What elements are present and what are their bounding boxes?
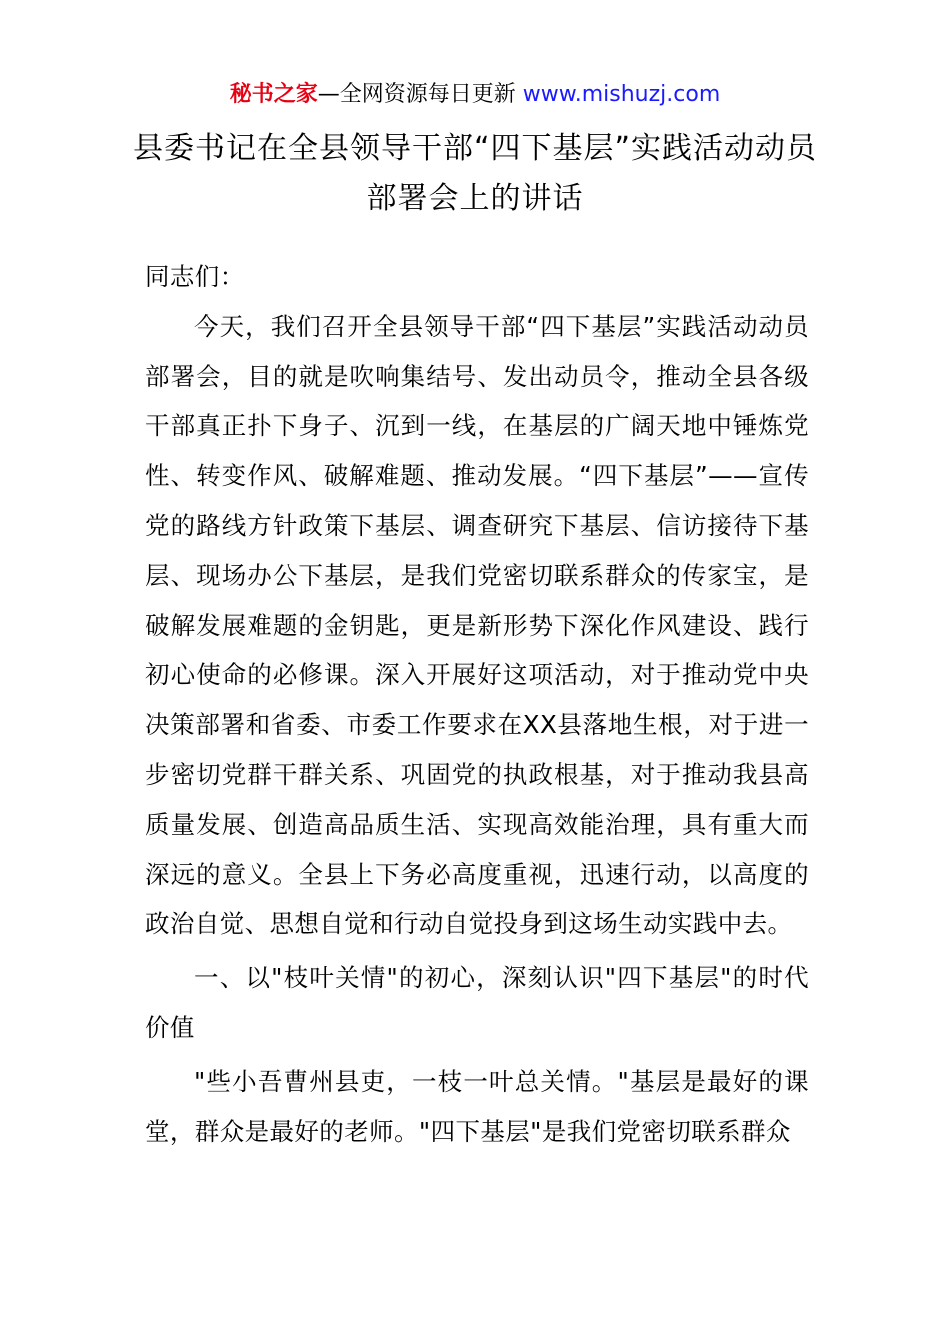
document-body bbox=[145, 252, 809, 1156]
greeting: 同志们： bbox=[145, 262, 245, 291]
site-tagline: —全网资源每日更新 bbox=[317, 82, 523, 107]
paragraph-2: "些小吾曹州县吏，一枝一叶总关情。"基层是最好的课堂，群众是最好的老师。"四下基层"是我们党密切联系群众 bbox=[145, 1066, 809, 1146]
site-header bbox=[0, 80, 950, 110]
paragraph-1: 今天，我们召开全县领导干部“四下基层”实践活动动员部署会，目的就是吹响集结号、发出动员令，推动全县各级干部真正扑下身子、沉到一线，在基层的广阔天地中锤炼党性、转变作风、破解难题、推动发展。“四下基层”——宣传党的路线方针政策下基层、调查研究下基层、信访接待下基层、现场办公下基层，是我们党密切联系群众的传家宝，是破解发展难题的金钥匙，更是新形势下深化作风建设、践行初心使命的必修课。深入开展好这项活动，对于推动党中央决策部署和省委、市委工作要求在XX县落地生根，对于进一步密切党群干群关系、巩固党的执政根基，对于推动我县高质量发展、创造高品质生活、实现高效能治理，具有重大而深远的意义。全县上下务必高度重视，迅速行动，以高度的政治自觉、思想自觉和行动自觉投身到这场生动实践中去。 bbox=[145, 311, 809, 939]
document-title: 县委书记在全县领导干部“四下基层”实践活动动员部署会上的讲话 bbox=[132, 131, 818, 216]
site-brand: 秘书之家 bbox=[229, 82, 318, 107]
site-url-link[interactable]: www.mishuzj.com bbox=[522, 82, 721, 107]
section-heading-1: 一、以"枝叶关情"的初心，深刻认识"四下基层"的时代价值 bbox=[145, 963, 809, 1042]
